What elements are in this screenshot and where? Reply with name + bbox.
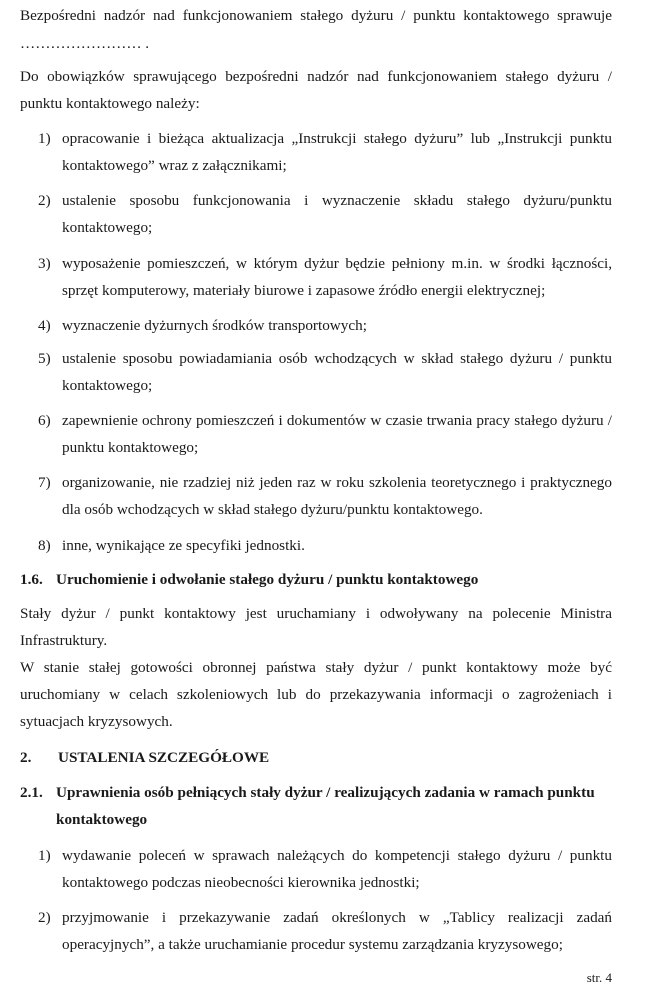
section-number: 2. bbox=[20, 749, 32, 766]
list-item bbox=[38, 904, 612, 958]
list-item bbox=[38, 407, 612, 461]
list-item-text: wydawanie poleceń w sprawach należących do kompetencji stałego dyżuru / punktu kontaktowego podczas nieobecności kierownika jednostki; bbox=[62, 847, 612, 891]
list-item bbox=[38, 532, 612, 559]
section-title: Uruchomienie i odwołanie stałego dyżuru / punktu kontaktowego bbox=[56, 571, 479, 588]
supervisor-placeholder: …………………… . bbox=[20, 35, 150, 52]
list-item-number: 6) bbox=[38, 412, 51, 429]
list-item-text: zapewnienie ochrony pomieszczeń i dokumentów w czasie trwania pracy stałego dyżuru / punktu kontaktowego; bbox=[62, 412, 612, 456]
section-heading-1-6 bbox=[20, 566, 612, 593]
list-item-text: przyjmowanie i przekazywanie zadań określonych w „Tablicy realizacji zadań operacyjnych”, a także uruchamianie procedur systemu zarządzania kryzysowego; bbox=[62, 909, 612, 953]
list-item-text: inne, wynikające ze specyfiki jednostki. bbox=[62, 537, 305, 554]
list-item-number: 4) bbox=[38, 317, 51, 334]
section-heading-2 bbox=[20, 744, 612, 771]
section-heading-2-1 bbox=[20, 779, 612, 833]
list-item-number: 1) bbox=[38, 130, 51, 147]
list-item-number: 5) bbox=[38, 350, 51, 367]
list-item-number: 2) bbox=[38, 909, 51, 926]
section-number: 2.1. bbox=[20, 784, 43, 801]
list-item bbox=[38, 250, 612, 304]
activation-paragraph: Stały dyżur / punkt kontaktowy jest uruchamiany i odwoływany na polecenie Ministra Infrastruktury. bbox=[20, 605, 612, 649]
list-item-number: 3) bbox=[38, 255, 51, 272]
duties-intro: Do obowiązków sprawującego bezpośredni nadzór nad funkcjonowaniem stałego dyżuru / punktu kontaktowego należy: bbox=[20, 68, 612, 112]
list-item-number: 2) bbox=[38, 192, 51, 209]
list-item-text: ustalenie sposobu funkcjonowania i wyznaczenie składu stałego dyżuru/punktu kontaktowego; bbox=[62, 192, 612, 236]
section-title: Uprawnienia osób pełniących stały dyżur / realizujących zadania w ramach punktu kontaktowego bbox=[56, 784, 595, 828]
list-item-text: wyznaczenie dyżurnych środków transportowych; bbox=[62, 317, 367, 334]
section-number: 1.6. bbox=[20, 571, 43, 588]
supervision-statement: Bezpośredni nadzór nad funkcjonowaniem stałego dyżuru / punktu kontaktowego sprawuje bbox=[20, 7, 612, 24]
list-item-text: organizowanie, nie rzadziej niż jeden raz w roku szkolenia teoretycznego i praktycznego dla osób wchodzących w skład stałego dyżuru/punktu kontaktowego. bbox=[62, 474, 612, 518]
list-item-number: 1) bbox=[38, 847, 51, 864]
list-item-text: opracowanie i bieżąca aktualizacja „Instrukcji stałego dyżuru” lub „Instrukcji punktu kontaktowego” wraz z załącznikami; bbox=[62, 130, 612, 174]
list-item bbox=[38, 187, 612, 241]
list-item bbox=[38, 469, 612, 523]
list-item-text: wyposażenie pomieszczeń, w którym dyżur będzie pełniony m.in. w środki łączności, sprzęt komputerowy, materiały biurowe i zapasowe źródło energii elektrycznej; bbox=[62, 255, 612, 299]
readiness-paragraph: W stanie stałej gotowości obronnej państwa stały dyżur / punkt kontaktowy może być uruchomiany w celach szkoleniowych lub do przekazywania informacji o zagrożeniach i sytuacjach kryzysowych. bbox=[20, 659, 612, 730]
list-item-text: ustalenie sposobu powiadamiania osób wchodzących w skład stałego dyżuru / punktu kontaktowego; bbox=[62, 350, 612, 394]
page-number: str. 4 bbox=[586, 970, 612, 985]
list-item bbox=[38, 842, 612, 896]
list-item-number: 8) bbox=[38, 537, 51, 554]
list-item-number: 7) bbox=[38, 474, 51, 491]
list-item bbox=[38, 312, 612, 339]
list-item bbox=[38, 125, 612, 179]
list-item bbox=[38, 345, 612, 399]
section-title: USTALENIA SZCZEGÓŁOWE bbox=[58, 749, 270, 766]
